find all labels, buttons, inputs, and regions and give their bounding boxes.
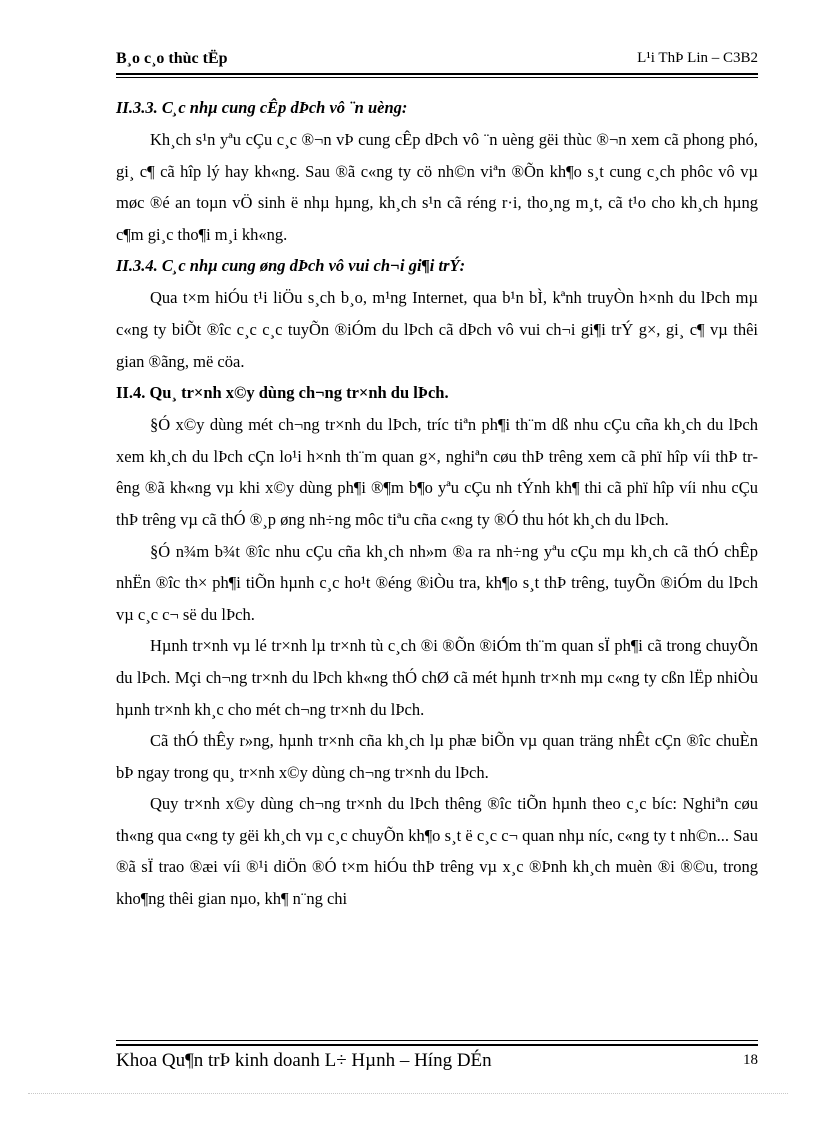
paragraph: §Ó x©y dùng mét ch¬ng tr×nh du lÞch, tríc tiªn ph¶i th¨m dß nhu cÇu cña kh¸ch du lÞch xem kh¸ch du lÞch cÇn lo¹i h×nh th¨m quan g×, nghiªn cøu thÞ trêng xem cã phï hîp víi thÞ trêng ®ã kh«ng vµ khi x©y dùng ph¶i ®¶m b¶o yªu cÇu nh tÝnh kh¶ thi cã phï hîp víi nhu cÇu thÞ trêng vµ cã thÓ ®¸p øng nh÷ng môc tiªu cña c«ng ty ®Ó thu hót kh¸ch du lÞch. bbox=[116, 415, 758, 529]
footer-rule-thin bbox=[116, 1040, 758, 1041]
header-title: B¸o c¸o thùc tËp bbox=[116, 50, 228, 67]
section-heading: II.4. Qu¸ tr×nh x©y dùng ch¬ng tr×nh du lÞch. bbox=[116, 383, 449, 403]
paragraph: Cã thÓ thÊy r»ng, hµnh tr×nh cña kh¸ch lµ phæ biÕn vµ quan träng nhÊt cÇn ®îc chuÈn bÞ ngay trong qu¸ tr×nh x©y dùng ch¬ng tr×nh du lÞch. bbox=[116, 731, 758, 782]
paragraph: Qua t×m hiÓu t¹i liÖu s¸ch b¸o, m¹ng Internet, qua b¹n bÌ, kªnh truyÒn h×nh du lÞch mµ c«ng ty biÕt ®îc c¸c c¸c tuyÕn ®iÓm du lÞch cã dÞch vô vui ch¬i gi¶i trÝ g×, gi¸ c¶ vµ thêi gian ®ãng, më cöa. bbox=[116, 288, 758, 371]
footer-rule-thick bbox=[116, 1044, 758, 1046]
paragraph: Quy tr×nh x©y dùng ch¬ng tr×nh du lÞch thêng ®îc tiÕn hµnh theo c¸c bíc: Nghiªn cøu th«ng qua c«ng ty gëi kh¸ch vµ c¸c chuyÕn kh¶o s¸t ë c¸c c¬ quan nhµ níc, c«ng ty t nh©n... Sau ®ã sÏ trao ®æi víi ®¹i diÖn ®Ó t×m hiÓu thÞ trêng vµ x¸c ®Þnh kh¸ch muèn ®i ®©u, trong kho¶ng thêi gian nµo, kh¶ n¨ng chi bbox=[116, 794, 758, 909]
header-rule-thick bbox=[116, 73, 758, 75]
section-heading: II.3.4. C¸c nhµ cung øng dÞch vô vui ch¬i gi¶i trÝ: bbox=[116, 256, 466, 276]
document-body bbox=[116, 92, 758, 915]
header-author: L¹i ThÞ Lin – C3B2 bbox=[637, 50, 758, 66]
section-heading: II.3.3. C¸c nhµ cung cÊp dÞch vô ¨n uèng: bbox=[116, 98, 408, 117]
page-number: 18 bbox=[743, 1052, 758, 1068]
paragraph: Kh¸ch s¹n yªu cÇu c¸c ®¬n vÞ cung cÊp dÞch vô ¨n uèng gëi thùc ®¬n xem cã phong phó, gi¸ c¶ cã hîp lý hay kh«ng. Sau ®ã c«ng ty cö nh©n viªn ®Õn kh¶o s¸t cung c¸ch phôc vô vµ møc ®é an toµn vÖ sinh ë nhµ hµng, kh¸ch s¹n cã réng r·i, tho¸ng m¸t, cã t¹o cho kh¸ch hµng c¶m gi¸c tho¶i m¸i kh«ng. bbox=[116, 130, 758, 244]
paragraph: §Ó n¾m b¾t ®îc nhu cÇu cña kh¸ch nh»m ®a ra nh÷ng yªu cÇu mµ kh¸ch cã thÓ chÊp nhËn ®îc th× ph¶i tiÕn hµnh c¸c ho¹t ®éng ®iÒu tra, kh¶o s¸t thÞ trêng, tuyÕn ®iÓm du lÞch vµ c¸c c¬ së du lÞch. bbox=[116, 541, 758, 624]
page-boundary bbox=[28, 1093, 788, 1094]
page-header bbox=[116, 50, 758, 72]
paragraph: Hµnh tr×nh vµ lé tr×nh lµ tr×nh tù c¸ch ®i ®Õn ®iÓm th¨m quan sÏ ph¶i cã trong chuyÕn du lÞch. Mçi ch¬ng tr×nh du lÞch kh«ng thÓ chØ cã mét hµnh tr×nh mµ c«ng ty cßn lËp nhiÒu hµnh tr×nh kh¸c cho mét ch¬ng tr×nh du lÞch. bbox=[116, 636, 758, 719]
header-rule-thin bbox=[116, 77, 758, 78]
footer-department: Khoa Qu¶n trÞ kinh doanh L÷ Hµnh – Híng DÉn bbox=[116, 1050, 492, 1071]
